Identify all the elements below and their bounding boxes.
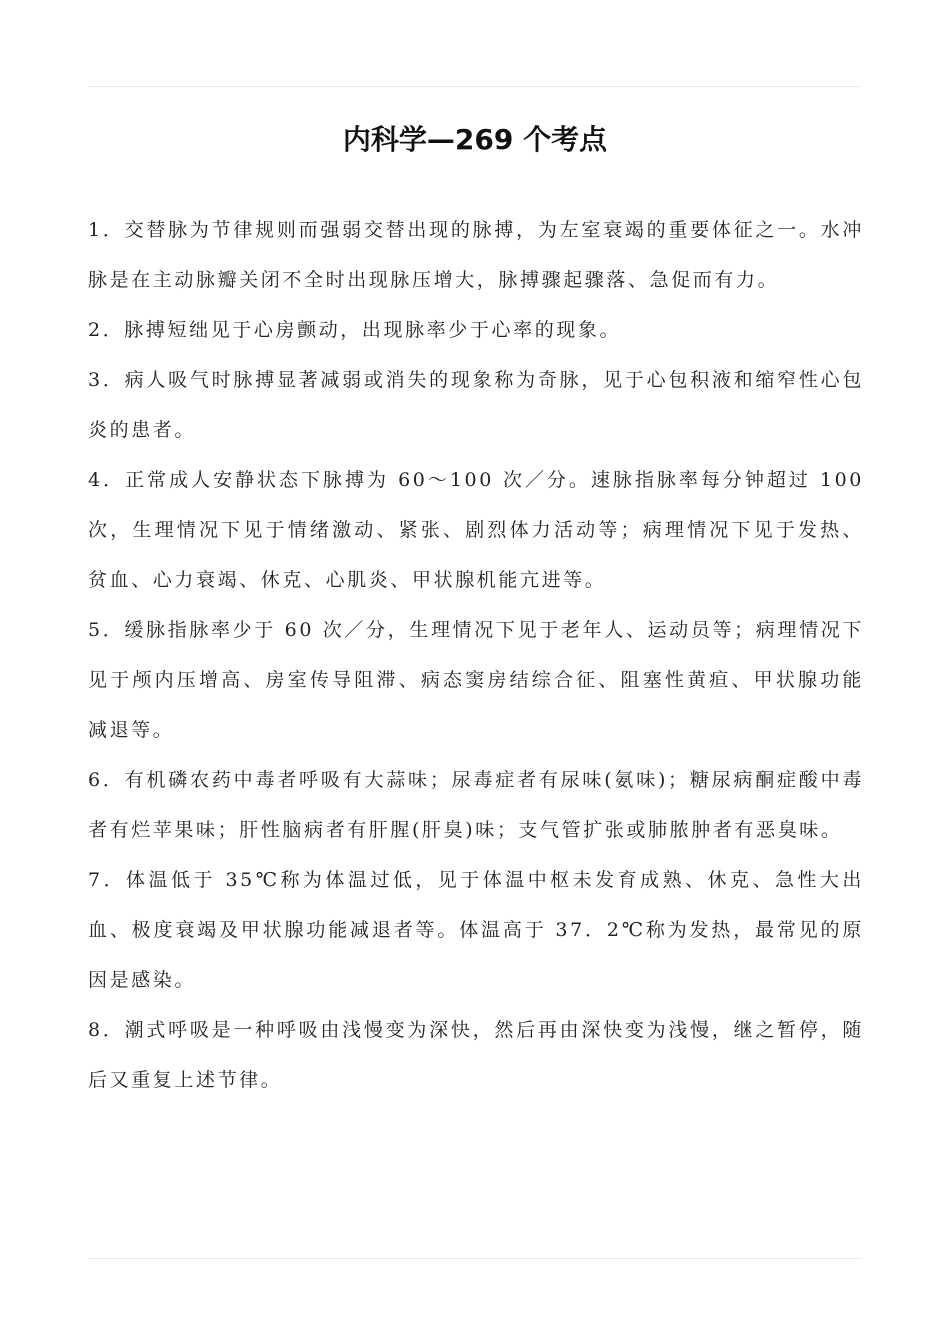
point-8: 8．潮式呼吸是一种呼吸由浅慢变为深快，然后再由深快变为浅慢，继之暂停，随后又重复上述节律。 [88, 1019, 864, 1091]
point-2: 2．脉搏短绌见于心房颤动，出现脉率少于心率的现象。 [88, 319, 622, 341]
point-4: 4．正常成人安静状态下脉搏为 60～100 次／分。速脉指脉率每分钟超过 100 次，生理情况下见于情绪激动、紧张、剧烈体力活动等；病理情况下见于发热、贫血、心力衰竭、休克、心肌炎、甲状腺机能亢进等。 [88, 469, 864, 591]
point-1: 1．交替脉为节律规则而强弱交替出现的脉搏，为左室衰竭的重要体征之一。水冲脉是在主动脉瓣关闭不全时出现脉压增大，脉搏骤起骤落、急促而有力。 [88, 219, 864, 291]
point-3: 3．病人吸气时脉搏显著减弱或消失的现象称为奇脉，见于心包积液和缩窄性心包炎的患者。 [88, 369, 864, 441]
point-6: 6．有机磷农药中毒者呼吸有大蒜味；尿毒症者有尿味(氨味)；糖尿病酮症酸中毒者有烂苹果味；肝性脑病者有肝腥(肝臭)味；支气管扩张或肺脓肿者有恶臭味。 [88, 769, 864, 841]
footer-divider [88, 1258, 862, 1259]
document-body [88, 205, 864, 1105]
header-divider [88, 86, 862, 87]
point-5: 5．缓脉指脉率少于 60 次／分，生理情况下见于老年人、运动员等；病理情况下见于颅内压增高、房室传导阻滞、病态窦房结综合征、阻塞性黄疸、甲状腺功能减退等。 [88, 619, 864, 741]
point-7: 7．体温低于 35℃称为体温过低，见于体温中枢未发育成熟、休克、急性大出血、极度衰竭及甲状腺功能减退者等。体温高于 37．2℃称为发热，最常见的原因是感染。 [88, 869, 864, 991]
page-title: 内科学—269 个考点 [342, 123, 608, 156]
